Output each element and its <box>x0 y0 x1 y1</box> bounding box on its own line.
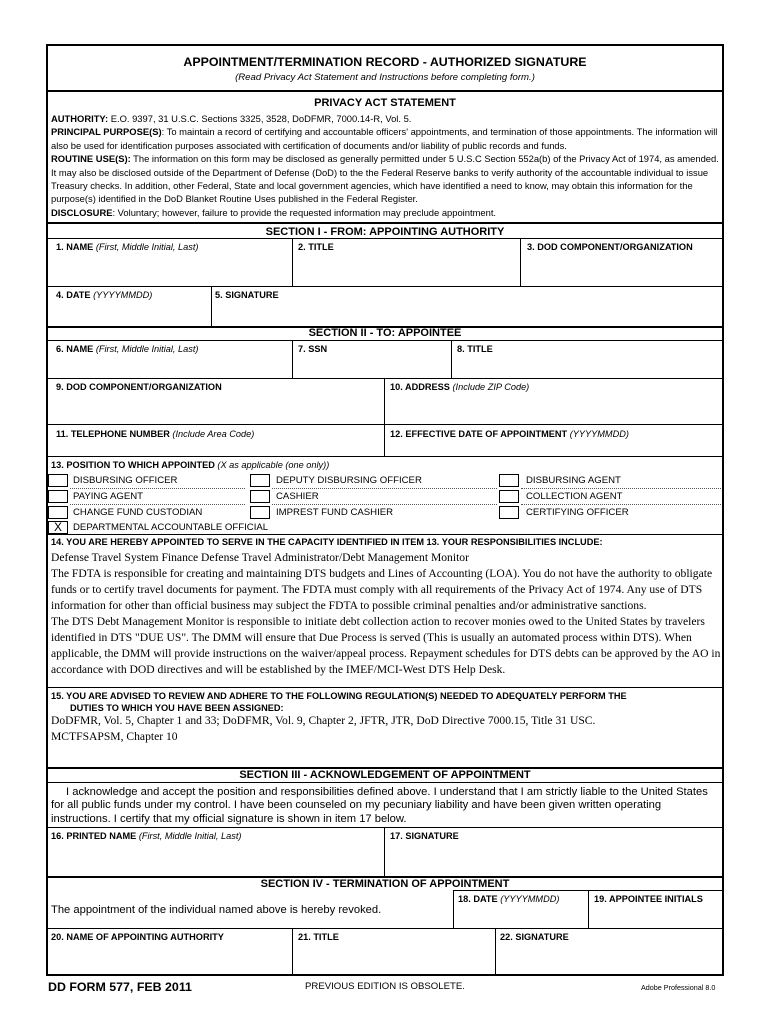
date-field-4[interactable] <box>48 301 210 325</box>
routine-label: ROUTINE USE(S): <box>51 153 131 165</box>
divider <box>453 890 454 928</box>
divider <box>46 456 724 457</box>
title-field-2[interactable] <box>294 253 519 285</box>
divider <box>70 504 245 505</box>
title-field-21[interactable] <box>294 943 494 974</box>
obsolete-notice: PREVIOUS EDITION IS OBSOLETE. <box>305 981 465 992</box>
ssn-field-7[interactable] <box>294 355 450 377</box>
divider <box>272 488 497 489</box>
divider <box>46 827 724 828</box>
divider <box>384 827 385 876</box>
name-field-1[interactable] <box>48 253 291 285</box>
checkbox-disbursing-officer[interactable] <box>48 474 68 487</box>
text-line: Defense Travel System Finance Defense Travel Administrator/Debt Management Monitor <box>51 551 469 564</box>
divider <box>384 424 724 425</box>
checkbox-disbursing-agent[interactable] <box>499 474 519 487</box>
authority-name-field-20[interactable] <box>48 943 291 974</box>
divider <box>70 488 245 489</box>
divider <box>588 890 589 928</box>
checkbox-paying-agent[interactable] <box>48 490 68 503</box>
option-label: CASHIER <box>276 491 319 502</box>
divider <box>272 504 497 505</box>
divider <box>46 378 724 379</box>
field16-label: 16. PRINTED NAME (First, Middle Initial, Last) <box>51 831 242 841</box>
text-line: DoDFMR, Vol. 5, Chapter 1 and 33; DoDFMR, Vol. 9, Chapter 2, JFTR, JTR, DoD Directive 7000.15, Title 31 USC. <box>51 714 596 727</box>
section1-heading: SECTION I - FROM: APPOINTING AUTHORITY <box>265 226 505 238</box>
purpose-text: : To maintain a record of certifying and accountable officers' appointments, and termination of those appointments. The information will also be used for identification purposes associated with certification of documents and/or liability of public records and funds. <box>51 126 718 151</box>
date-field-18[interactable] <box>455 905 587 927</box>
effective-date-field-12[interactable] <box>386 440 722 455</box>
text-line: applicable, the DMM will provide instructions on the waiver/appeal process. Repayment schedules for DTS debts can be approved by the AO in <box>51 647 721 660</box>
field7-label: 7. SSN <box>298 344 328 354</box>
signature-field-22[interactable] <box>497 943 722 974</box>
field10-label: 10. ADDRESS (Include ZIP Code) <box>390 382 530 392</box>
field14-label: 14. YOU ARE HEREBY APPOINTED TO SERVE IN THE CAPACITY IDENTIFIED IN ITEM 13. YOUR RESPONSIBILITIES INCLUDE: <box>51 537 603 547</box>
field9-label: 9. DOD COMPONENT/ORGANIZATION <box>56 382 222 392</box>
section4-heading: SECTION IV - TERMINATION OF APPOINTMENT <box>260 878 510 890</box>
text-line: for all public funds under my control. I have been counseled on my pecuniary liability and have been given written operating <box>51 799 662 812</box>
field22-label: 22. SIGNATURE <box>500 932 569 942</box>
field15-label: 15. YOU ARE ADVISED TO REVIEW AND ADHERE TO THE FOLLOWING REGULATION(S) NEEDED TO ADEQUATELY PERFORM THE <box>51 691 627 701</box>
responsibilities-text[interactable] <box>51 550 723 678</box>
regulations-text[interactable] <box>51 713 723 745</box>
signature-field-5[interactable] <box>213 301 722 325</box>
checkbox-change-fund-custodian[interactable] <box>48 506 68 519</box>
disclosure-label: DISCLOSURE <box>51 206 113 218</box>
authority-label: AUTHORITY: <box>51 113 109 124</box>
acknowledgement-text <box>51 786 726 826</box>
divider <box>451 340 452 378</box>
divider <box>46 340 724 341</box>
checkbox-cashier[interactable] <box>250 490 270 503</box>
divider <box>521 488 721 489</box>
option-label: DEPUTY DISBURSING OFFICER <box>276 475 422 486</box>
revocation-text: The appointment of the individual named above is hereby revoked. <box>51 904 382 916</box>
option-label: DEPARTMENTAL ACCOUNTABLE OFFICIAL <box>73 522 269 533</box>
field8-label: 8. TITLE <box>457 344 493 354</box>
field18-label: 18. DATE (YYYYMMDD) <box>458 894 560 904</box>
divider <box>46 928 724 929</box>
divider <box>211 286 212 326</box>
text-line: identified in DTS "DUE US". The DMM will ensure that Due Process is served (This is usually an automated process within DTS). When <box>51 631 692 644</box>
text-line: information for other than official business may subject the FDTA to possible criminal penalties and/or administrative sanctions. <box>51 599 647 612</box>
software-note: Adobe Professional 8.0 <box>641 983 716 992</box>
field19-label: 19. APPOINTEE INITIALS <box>594 894 703 904</box>
section3-heading: SECTION III - ACKNOWLEDGEMENT OF APPOINTMENT <box>239 769 531 781</box>
section2-heading: SECTION II - TO: APPOINTEE <box>308 327 462 339</box>
field4-label: 4. DATE (YYYYMMDD) <box>56 290 153 300</box>
divider <box>495 928 496 975</box>
field15-label-2: DUTIES TO WHICH YOU HAVE BEEN ASSIGNED: <box>70 703 284 713</box>
text-line: The DTS Debt Management Monitor is responsible to initiate debt collection action to recover monies owed to the United States by travelers <box>51 615 705 628</box>
form-title: APPOINTMENT/TERMINATION RECORD - AUTHORIZED SIGNATURE <box>183 55 587 69</box>
divider <box>46 238 724 239</box>
divider <box>292 340 293 378</box>
field13-label: 13. POSITION TO WHICH APPOINTED (X as applicable (one only)) <box>51 460 330 470</box>
divider <box>520 238 521 286</box>
option-label: DISBURSING OFFICER <box>73 475 178 486</box>
checkbox-imprest-fund-cashier[interactable] <box>250 506 270 519</box>
text-line: accordance with DOD directives and will be established by the IMEF/MCI-West DTS Help Desk. <box>51 663 506 676</box>
checkbox-certifying-officer[interactable] <box>499 506 519 519</box>
text-line: MCTFSAPSM, Chapter 10 <box>51 730 178 743</box>
divider <box>292 928 293 975</box>
divider <box>46 286 724 287</box>
field5-label: 5. SIGNATURE <box>215 290 279 300</box>
routine-text: The information on this form may be disclosed as generally permitted under 5 U.S.C Section 552a(b) of the Privacy Act of 1974, as amended. It may also be disclosed outside of the Department of Defense (DoD) to the the Federal Reserve banks to verify authority of the accountable individual to issue Treasury checks. In addition, other Federal, State and local government agencies, which have identified a need to know, may obtain this information for the purpose(s) identified in the DoD Blanket Routine Uses published in the Federal Register. <box>51 153 719 205</box>
option-label: CHANGE FUND CUSTODIAN <box>73 507 203 518</box>
option-label: CERTIFYING OFFICER <box>526 507 629 518</box>
x-mark-icon: X <box>53 520 62 534</box>
address-field-10[interactable] <box>386 393 722 423</box>
component-field-3[interactable] <box>522 253 722 285</box>
phone-field-11[interactable] <box>48 440 383 455</box>
text-line: funds or to certify travel documents for payment. The FDTA must comply with all requirements of the Privacy Act of 1974. Any use of DTS <box>51 583 703 596</box>
field21-label: 21. TITLE <box>298 932 339 942</box>
divider <box>292 238 293 286</box>
form-number: DD FORM 577, FEB 2011 <box>48 980 192 994</box>
field12-label: 12. EFFECTIVE DATE OF APPOINTMENT (YYYYMMDD) <box>390 429 629 439</box>
form-subtitle: (Read Privacy Act Statement and Instructions before completing form.) <box>235 72 535 83</box>
signature-field-17[interactable] <box>386 842 722 875</box>
text-line: The FDTA is responsible for creating and maintaining DTS budgets and Lines of Accounting (LOA). You do not have the authority to obligate <box>51 567 713 580</box>
field6-label: 6. NAME (First, Middle Initial, Last) <box>56 344 199 354</box>
privacy-statement <box>51 112 721 219</box>
divider <box>46 222 724 224</box>
component-field-9[interactable] <box>48 393 383 423</box>
authority-text: E.O. 9397, 31 U.S.C. Sections 3325, 3528, DoDFMR, 7000.14-R, Vol. 5. <box>108 113 412 124</box>
text-line: I acknowledge and accept the position and responsibilities defined above. I understand that I am strictly liable to the United States <box>66 786 708 798</box>
printed-name-field-16[interactable] <box>48 842 383 875</box>
field3-label: 3. DOD COMPONENT/ORGANIZATION <box>527 242 693 252</box>
field20-label: 20. NAME OF APPOINTING AUTHORITY <box>51 932 224 942</box>
divider <box>46 687 724 688</box>
option-label: IMPREST FUND CASHIER <box>276 507 394 518</box>
option-label: COLLECTION AGENT <box>526 491 623 502</box>
text-line: instructions. I certify that my official signature is shown in item 17 below. <box>51 812 407 825</box>
title-field-8[interactable] <box>453 355 722 377</box>
option-label: PAYING AGENT <box>73 491 144 502</box>
field1-label: 1. NAME (First, Middle Initial, Last) <box>56 242 199 252</box>
checkbox-departmental-accountable-official[interactable] <box>48 521 68 534</box>
checkbox-collection-agent[interactable] <box>499 490 519 503</box>
divider <box>521 504 721 505</box>
option-label: DISBURSING AGENT <box>526 475 621 486</box>
name-field-6[interactable] <box>48 355 291 377</box>
privacy-heading: PRIVACY ACT STATEMENT <box>314 97 456 109</box>
divider <box>46 534 724 535</box>
disclosure-text: : Voluntary; however, failure to provide the requested information may preclude appointment. <box>112 206 497 218</box>
purpose-label: PRINCIPAL PURPOSE(S) <box>51 126 162 138</box>
field17-label: 17. SIGNATURE <box>390 831 459 841</box>
divider <box>384 378 385 456</box>
field2-label: 2. TITLE <box>298 242 334 252</box>
divider <box>46 424 384 425</box>
checkbox-deputy-disbursing-officer[interactable] <box>250 474 270 487</box>
initials-field-19[interactable] <box>590 905 722 927</box>
field11-label: 11. TELEPHONE NUMBER (Include Area Code) <box>56 429 255 439</box>
divider <box>46 90 724 92</box>
divider <box>46 782 724 783</box>
